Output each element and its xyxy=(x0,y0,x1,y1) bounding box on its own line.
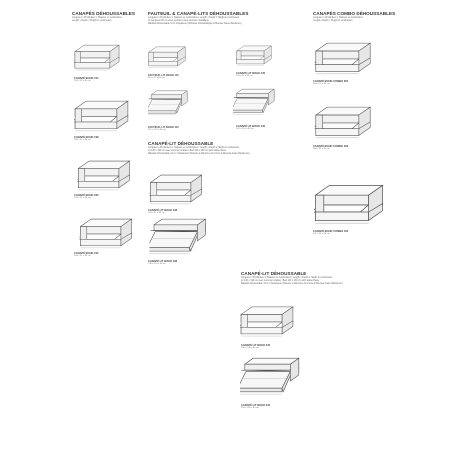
product-card[interactable] xyxy=(148,218,210,260)
product-card[interactable] xyxy=(74,160,136,194)
section-desc-2: Lit Longueur 80 cm avec sommier avec structure métallique xyxy=(148,20,209,23)
product-card[interactable] xyxy=(233,84,279,124)
sofa-illustration xyxy=(74,44,120,72)
section-canapes xyxy=(72,11,135,23)
product-dims: 384 x 97 x 80 cm xyxy=(313,148,330,150)
sofa-bed-illustration xyxy=(240,303,294,341)
product-name: CANAPÉ LIT BOHO 198 xyxy=(148,260,178,263)
product-name: CANAPÉ LIT BOHO 240 xyxy=(241,344,271,347)
product-card[interactable] xyxy=(148,174,208,208)
product-name: FAUTEUIL LIT BOHO 115 xyxy=(148,74,179,77)
section-desc-2: Lit 140 x 190 cm avec sommier à lattes / Bed 140 x 190 cm with slatted base xyxy=(241,280,320,283)
product-name: CANAPÉ LIT BOHO 240 xyxy=(241,404,271,407)
sofa-bed-illustration xyxy=(236,42,272,70)
sofa-illustration xyxy=(74,100,129,133)
product-name: CANAPÉ LIT BOHO 135 xyxy=(236,72,266,75)
section-title: CANAPÉ-LIT DÉHOUSSABLE xyxy=(148,141,214,146)
section-fauteuil xyxy=(148,11,248,27)
product-dims: 220 x 97 x 80 cm xyxy=(74,197,91,199)
product-dims: 154 x 97 x 80 cm xyxy=(74,80,91,82)
product-card[interactable] xyxy=(240,356,302,402)
section-canapelit-240 xyxy=(241,271,343,287)
product-dims: 240 x 190 x 80 cm xyxy=(241,407,259,409)
product-caption xyxy=(74,136,99,141)
sofa-bed-open-illustration xyxy=(233,84,275,122)
product-caption xyxy=(236,125,265,130)
product-name: CANAPÉ BOHO COMBO 432 xyxy=(313,230,349,233)
product-dims: 198 x 210 x 80 cm xyxy=(148,263,166,265)
product-name: CANAPÉ LIT BOHO 135 xyxy=(236,125,266,128)
sofa-illustration xyxy=(74,160,134,192)
product-name: CANAPÉ BOHO COMBO 384 xyxy=(313,145,349,148)
section-desc-3: Matelas déhoussable 14 cm d'épaisseur (Mousse à Mémoire de Forme & Mousse haute Résilience) xyxy=(241,283,343,286)
product-name: CANAPÉ BOHO 154 xyxy=(74,77,99,80)
section-title: CANAPÉS COMBO DÉHOUSSABLES xyxy=(313,11,396,16)
section-title: CANAPÉS DÉHOUSSABLES xyxy=(72,11,136,16)
product-dims: 135 x 210 x 80 cm xyxy=(236,128,254,130)
product-name: FAUTEUIL LIT BOHO 115 xyxy=(148,126,179,129)
product-dims: 240 x 97 x 80 cm xyxy=(74,255,91,257)
product-card[interactable] xyxy=(74,100,134,136)
section-title: CANAPÉ-LIT DÉHOUSSABLE xyxy=(241,271,307,276)
combo-sofa-illustration xyxy=(313,184,385,226)
product-caption xyxy=(148,260,177,265)
product-name: CANAPÉ BOHO 198 xyxy=(74,136,99,139)
product-dims: 198 x 97 x 80 cm xyxy=(74,139,91,141)
product-dims: 115 x 210 x 80 cm xyxy=(148,129,166,131)
product-caption xyxy=(241,344,270,349)
combo-sofa-illustration xyxy=(313,106,373,140)
product-dims: 115 x 97 x 80 cm xyxy=(148,77,165,79)
product-dims: 432 x 97 x 80 cm xyxy=(313,233,330,235)
product-caption xyxy=(313,230,348,235)
product-caption xyxy=(74,252,99,257)
product-caption xyxy=(148,74,179,79)
section-desc-1: Longueur x Profondeur x Hauteur en centimètres / Length x Depth x Height in centimeters xyxy=(241,277,333,279)
product-card[interactable] xyxy=(148,86,192,126)
product-name: CANAPÉ BOHO COMBO 364 xyxy=(313,80,349,83)
product-dims: 240 x 106 x 80 cm xyxy=(241,347,259,349)
section-desc-3: Matelas déhoussable 9 cm d'épaisseur (Mousse Viscoélastique & Mousse haute Résilience) xyxy=(148,23,242,26)
sofa-bed-illustration xyxy=(148,174,204,206)
product-card[interactable] xyxy=(313,184,387,230)
product-card[interactable] xyxy=(74,218,140,252)
product-card[interactable] xyxy=(148,44,188,74)
product-card[interactable] xyxy=(236,42,276,72)
product-caption xyxy=(74,77,99,82)
product-caption xyxy=(313,80,348,85)
section-desc-2: Lit 140 x 190 cm avec sommier à lattes / Bed 140 x 190 cm with slatted base xyxy=(148,150,227,153)
product-caption xyxy=(236,72,265,77)
product-name: CANAPÉ LIT BOHO 198 xyxy=(148,209,178,212)
sofa-illustration xyxy=(74,218,138,250)
section-desc-1: Longueur x Profondeur x Hauteur en centimètres xyxy=(313,17,363,19)
product-card[interactable] xyxy=(240,303,298,343)
armchair-illustration xyxy=(148,44,186,71)
section-desc-1: Longueur x Profondeur x Hauteur en centimètres / Length x Depth x Height in centimeters xyxy=(148,147,240,149)
product-dims: 364 x 97 x 80 cm xyxy=(313,83,330,85)
section-title: FAUTEUIL & CANAPÉ-LITS DÉHOUSSABLES xyxy=(148,11,249,16)
product-caption xyxy=(148,209,177,214)
sofa-bed-open-illustration xyxy=(148,218,208,258)
sofa-bed-open-illustration xyxy=(240,356,300,400)
armchair-bed-open-illustration xyxy=(148,86,188,122)
product-card[interactable] xyxy=(313,42,375,78)
combo-sofa-illustration xyxy=(313,42,373,76)
product-name: CANAPÉ BOHO 220 xyxy=(74,194,99,197)
product-dims: 135 x 97 x 80 cm xyxy=(236,75,253,77)
section-desc-1: Longueur x Profondeur x Hauteur en centimètres xyxy=(72,17,122,19)
section-desc-1: Longueur x Profondeur x Hauteur en centimètres / Length x Depth x Height in centimeters xyxy=(148,17,240,19)
product-caption xyxy=(313,145,348,150)
section-desc-2: Length x Depth x Height in centimeters xyxy=(72,20,112,23)
product-dims: 198 x 97 x 80 cm xyxy=(148,212,165,214)
section-canapelit xyxy=(148,141,250,157)
product-caption xyxy=(241,404,270,409)
product-caption xyxy=(74,194,99,199)
product-card[interactable] xyxy=(74,44,130,78)
section-desc-3: Matelas déhoussable 14 cm d'épaisseur (Mousse à Mémoire de Forme & Mousse haute Résilience) xyxy=(148,153,250,156)
section-combo xyxy=(313,11,395,23)
product-caption xyxy=(148,126,179,131)
section-desc-2: Length x Depth x Height in centimeters xyxy=(313,20,353,23)
product-card[interactable] xyxy=(313,106,375,142)
product-name: CANAPÉ BOHO 240 xyxy=(74,252,99,255)
